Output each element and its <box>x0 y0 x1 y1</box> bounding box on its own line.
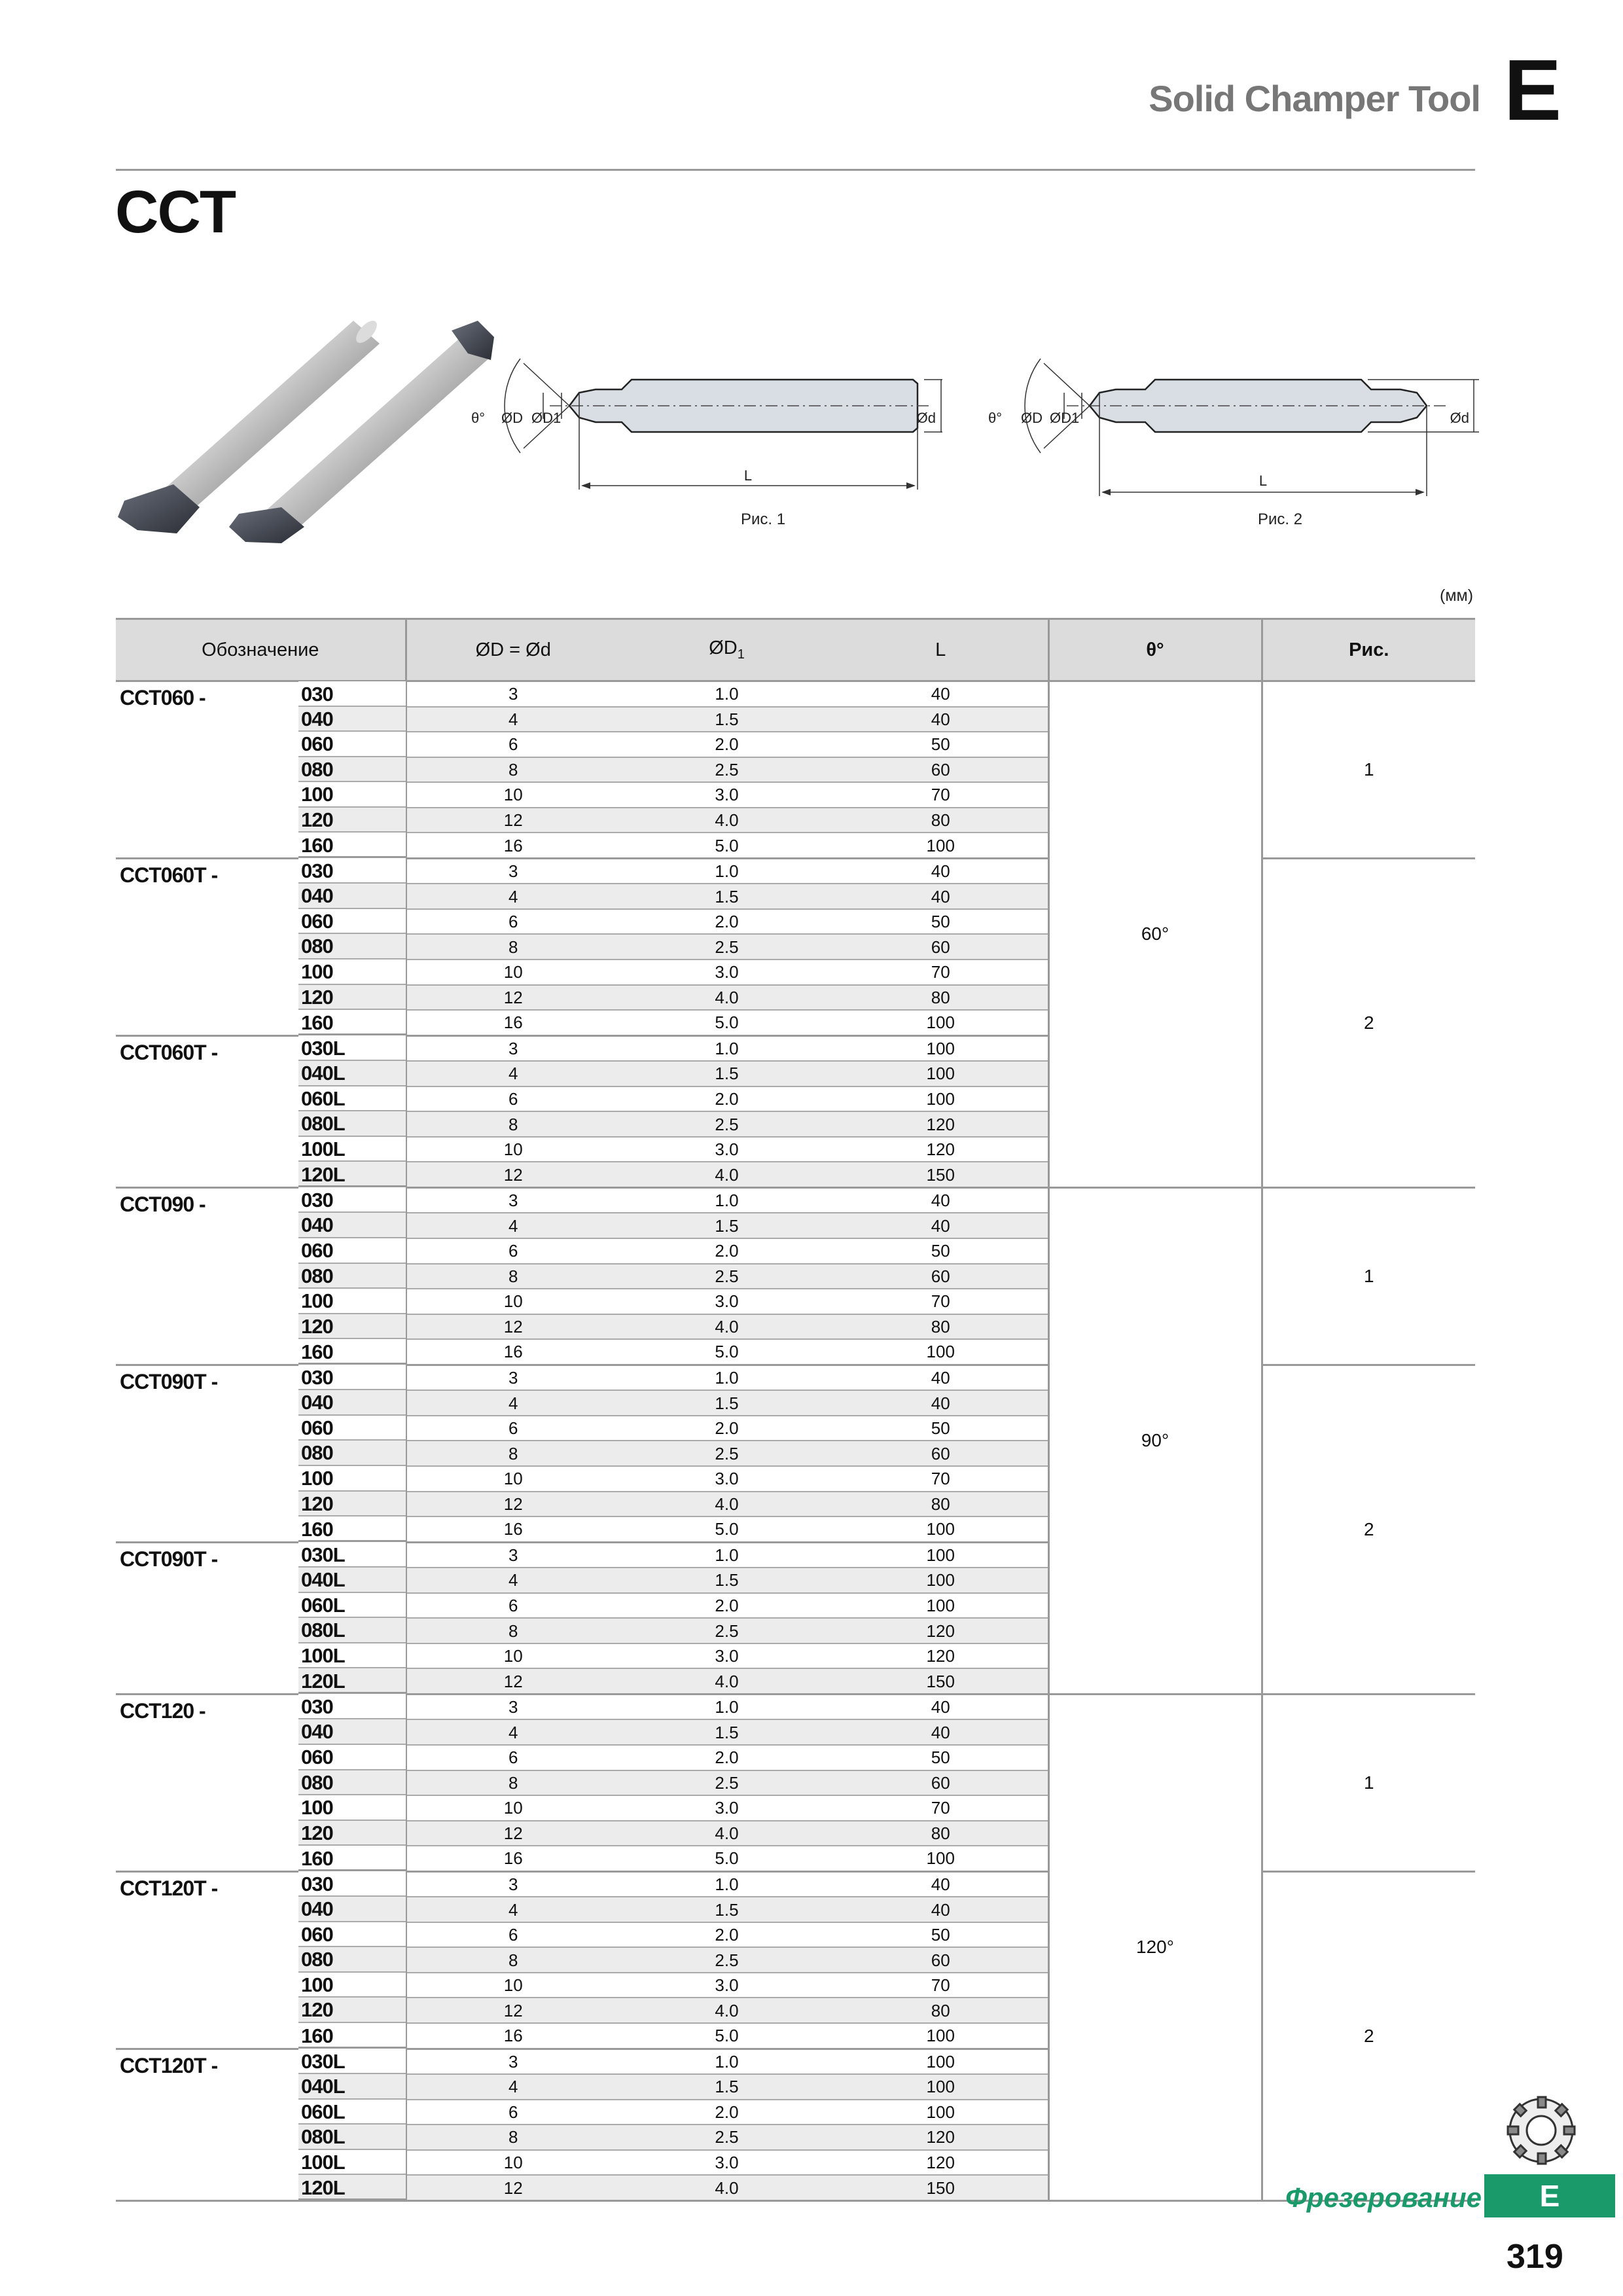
series-prefix: CCT120 - <box>116 1694 406 1871</box>
product-code: 120 <box>298 985 406 1011</box>
figure-1-caption: Рис. 1 <box>741 511 786 528</box>
cell-D1: 2.0 <box>620 1745 834 1770</box>
cell-L: 50 <box>834 1416 1048 1441</box>
cell-L: 40 <box>834 1390 1048 1416</box>
cell-D: 3 <box>406 1871 620 1897</box>
cell-L: 120 <box>834 1111 1048 1137</box>
cell-D1: 1.0 <box>620 1035 834 1061</box>
cell-D: 4 <box>406 1390 620 1416</box>
cell-L: 80 <box>834 1314 1048 1340</box>
cell-D: 3 <box>406 2049 620 2074</box>
cell-D: 12 <box>406 2175 620 2200</box>
product-code: 040 <box>298 1897 406 1922</box>
cell-D1: 2.5 <box>620 757 834 783</box>
cell-D: 8 <box>406 934 620 960</box>
series-prefix: CCT060T - <box>116 1035 406 1187</box>
cell-L: 70 <box>834 1973 1048 1998</box>
product-code: 030 <box>298 681 406 707</box>
cell-L: 50 <box>834 1922 1048 1948</box>
figure-2-caption: Рис. 2 <box>1258 511 1303 528</box>
product-code: 100 <box>298 960 406 985</box>
cell-L: 40 <box>834 1365 1048 1390</box>
product-code: 120L <box>298 1162 406 1187</box>
cell-L: 70 <box>834 1466 1048 1492</box>
cell-D1: 4.0 <box>620 985 834 1011</box>
figure-1-drawing <box>458 340 942 537</box>
header-D-eq-d: ØD = Ød <box>406 619 620 681</box>
product-code: 100 <box>298 782 406 808</box>
cell-D1: 1.5 <box>620 884 834 909</box>
cell-L: 60 <box>834 1441 1048 1466</box>
series-prefix: CCT060 - <box>116 681 406 859</box>
cell-D: 3 <box>406 1694 620 1719</box>
cell-D1: 4.0 <box>620 2175 834 2200</box>
cell-D1: 4.0 <box>620 1162 834 1187</box>
cell-D: 10 <box>406 1643 620 1669</box>
fig1-d-label: Ød <box>916 410 936 426</box>
cell-D1: 2.5 <box>620 2125 834 2150</box>
cell-fig: 2 <box>1262 858 1475 1187</box>
product-code: 100L <box>298 1643 406 1669</box>
cell-D: 8 <box>406 2125 620 2150</box>
cell-L: 100 <box>834 1542 1048 1568</box>
cell-L: 100 <box>834 1339 1048 1365</box>
tool-image-1 <box>118 317 380 533</box>
cell-D: 3 <box>406 681 620 707</box>
cell-fig: 2 <box>1262 1365 1475 1694</box>
cell-D: 12 <box>406 1668 620 1694</box>
product-code: 120 <box>298 1492 406 1517</box>
cell-D: 8 <box>406 1947 620 1973</box>
cell-D: 8 <box>406 1770 620 1796</box>
cell-L: 120 <box>834 2150 1048 2176</box>
cell-D: 6 <box>406 1238 620 1264</box>
cell-D1: 1.5 <box>620 707 834 732</box>
cell-D: 12 <box>406 1492 620 1517</box>
cell-D: 3 <box>406 1542 620 1568</box>
cell-D1: 5.0 <box>620 1516 834 1542</box>
cell-L: 50 <box>834 732 1048 757</box>
cell-D1: 2.5 <box>620 934 834 960</box>
product-code: 120 <box>298 808 406 833</box>
product-code: 030 <box>298 1365 406 1390</box>
cell-L: 60 <box>834 1264 1048 1289</box>
cell-D: 12 <box>406 1998 620 2023</box>
cell-D: 6 <box>406 1086 620 1112</box>
cell-D1: 5.0 <box>620 1339 834 1365</box>
cell-L: 120 <box>834 2125 1048 2150</box>
product-code: 030 <box>298 858 406 884</box>
product-code: 040 <box>298 1390 406 1416</box>
cell-D: 12 <box>406 1314 620 1340</box>
cell-fig: 1 <box>1262 1694 1475 1871</box>
product-code: 040L <box>298 1568 406 1593</box>
cell-L: 100 <box>834 1061 1048 1086</box>
cell-D1: 1.5 <box>620 1213 834 1238</box>
cell-D: 4 <box>406 1061 620 1086</box>
cell-D1: 2.5 <box>620 1947 834 1973</box>
cell-D1: 1.5 <box>620 1897 834 1922</box>
cell-D1: 1.5 <box>620 1390 834 1416</box>
product-code: 060L <box>298 1086 406 1112</box>
milling-cutter-icon <box>1505 2094 1577 2166</box>
cell-L: 150 <box>834 1668 1048 1694</box>
product-code: 100 <box>298 1289 406 1314</box>
product-code: 060 <box>298 1745 406 1770</box>
cell-L: 40 <box>834 1213 1048 1238</box>
product-code: 100 <box>298 1795 406 1821</box>
series-prefix: CCT120T - <box>116 2049 406 2200</box>
product-code: 100 <box>298 1973 406 1998</box>
cell-L: 40 <box>834 1187 1048 1213</box>
product-code: 080 <box>298 1441 406 1466</box>
cell-D1: 2.5 <box>620 1618 834 1643</box>
cell-L: 100 <box>834 2100 1048 2125</box>
cell-L: 120 <box>834 1618 1048 1643</box>
series-prefix: CCT060T - <box>116 858 406 1035</box>
product-code: 080 <box>298 757 406 783</box>
cell-D1: 4.0 <box>620 1998 834 2023</box>
product-code: 120 <box>298 1314 406 1340</box>
cell-L: 150 <box>834 1162 1048 1187</box>
product-code: 100L <box>298 1137 406 1162</box>
cell-D1: 3.0 <box>620 1137 834 1162</box>
cell-D1: 2.0 <box>620 1416 834 1441</box>
cell-D1: 1.0 <box>620 1542 834 1568</box>
cell-D: 6 <box>406 1416 620 1441</box>
cell-D1: 2.0 <box>620 1593 834 1619</box>
cell-L: 60 <box>834 1770 1048 1796</box>
cell-D: 3 <box>406 1365 620 1390</box>
cell-D1: 1.5 <box>620 1061 834 1086</box>
cell-D: 10 <box>406 2150 620 2176</box>
cell-D1: 3.0 <box>620 782 834 808</box>
cell-D1: 1.0 <box>620 681 834 707</box>
cell-D: 8 <box>406 1111 620 1137</box>
cell-D1: 1.5 <box>620 1719 834 1745</box>
fig2-theta-label: θ° <box>988 410 1003 426</box>
cell-L: 100 <box>834 833 1048 858</box>
cell-L: 100 <box>834 1568 1048 1593</box>
cell-L: 40 <box>834 707 1048 732</box>
product-code: 030 <box>298 1694 406 1719</box>
product-code: 030L <box>298 2049 406 2074</box>
cell-D: 4 <box>406 1213 620 1238</box>
header-D1-sub: 1 <box>737 647 745 662</box>
product-code: 030L <box>298 1542 406 1568</box>
figure-2-drawing <box>975 340 1492 537</box>
page-number: 319 <box>1507 2238 1563 2276</box>
product-code: 120 <box>298 1998 406 2023</box>
cell-D: 12 <box>406 985 620 1011</box>
cell-L: 40 <box>834 858 1048 884</box>
cell-D: 10 <box>406 1466 620 1492</box>
cell-L: 40 <box>834 1897 1048 1922</box>
cell-L: 100 <box>834 2049 1048 2074</box>
cell-D1: 1.0 <box>620 2049 834 2074</box>
cell-D: 4 <box>406 1897 620 1922</box>
cell-D1: 1.0 <box>620 1871 834 1897</box>
product-code: 040L <box>298 1061 406 1086</box>
cell-D: 6 <box>406 909 620 935</box>
header-fig: Рис. <box>1262 619 1475 681</box>
cell-D: 4 <box>406 1568 620 1593</box>
cell-D1: 2.5 <box>620 1770 834 1796</box>
cell-D: 16 <box>406 1516 620 1542</box>
cell-L: 40 <box>834 1871 1048 1897</box>
cell-D: 4 <box>406 707 620 732</box>
cell-D: 12 <box>406 808 620 833</box>
product-code: 160 <box>298 833 406 858</box>
cell-L: 100 <box>834 1035 1048 1061</box>
section-letter: E <box>1503 42 1561 138</box>
cell-D: 8 <box>406 1264 620 1289</box>
cell-D1: 4.0 <box>620 1821 834 1846</box>
cell-L: 100 <box>834 2023 1048 2049</box>
table-header-row <box>116 619 1475 681</box>
footer-section-tab: E <box>1484 2174 1615 2217</box>
product-code: 030 <box>298 1871 406 1897</box>
cell-D1: 5.0 <box>620 833 834 858</box>
product-code: 060 <box>298 909 406 935</box>
cell-L: 70 <box>834 782 1048 808</box>
fig1-D1-label: ØD1 <box>531 410 562 426</box>
cell-D: 6 <box>406 1922 620 1948</box>
cell-L: 60 <box>834 757 1048 783</box>
cell-D1: 3.0 <box>620 1289 834 1314</box>
cell-D: 12 <box>406 1162 620 1187</box>
cell-L: 60 <box>834 1947 1048 1973</box>
cell-fig: 1 <box>1262 681 1475 859</box>
fig1-D-label: ØD <box>501 410 523 426</box>
cell-D: 3 <box>406 858 620 884</box>
cell-D1: 3.0 <box>620 1643 834 1669</box>
cell-L: 50 <box>834 909 1048 935</box>
cell-L: 100 <box>834 1593 1048 1619</box>
cell-L: 80 <box>834 808 1048 833</box>
product-code: 030 <box>298 1187 406 1213</box>
cell-D1: 3.0 <box>620 2150 834 2176</box>
series-prefix: CCT120T - <box>116 1871 406 2049</box>
cell-L: 100 <box>834 1846 1048 1871</box>
cell-D: 8 <box>406 1441 620 1466</box>
product-code: 040 <box>298 1719 406 1745</box>
product-code: 160 <box>298 1846 406 1871</box>
cell-fig: 1 <box>1262 1187 1475 1365</box>
product-code: 160 <box>298 1516 406 1542</box>
cell-D: 10 <box>406 1137 620 1162</box>
header-divider <box>116 169 1475 171</box>
cell-D1: 3.0 <box>620 1466 834 1492</box>
product-code: 160 <box>298 2023 406 2049</box>
unit-label: (мм) <box>1440 586 1474 605</box>
product-code: 060L <box>298 2100 406 2125</box>
cell-D: 10 <box>406 1973 620 1998</box>
cell-fig: 2 <box>1262 1871 1475 2200</box>
cell-L: 100 <box>834 1010 1048 1035</box>
cell-D1: 1.0 <box>620 1187 834 1213</box>
cell-D1: 2.5 <box>620 1111 834 1137</box>
cell-D1: 2.5 <box>620 1264 834 1289</box>
product-photo <box>111 308 504 543</box>
cell-D1: 2.0 <box>620 909 834 935</box>
product-code: 060 <box>298 1416 406 1441</box>
cell-D: 3 <box>406 1187 620 1213</box>
cell-L: 40 <box>834 1694 1048 1719</box>
product-code: 080 <box>298 1770 406 1796</box>
cell-D: 6 <box>406 2100 620 2125</box>
fig2-D-label: ØD <box>1021 410 1043 426</box>
cell-D: 4 <box>406 1719 620 1745</box>
header-designation: Обозначение <box>116 619 406 681</box>
cell-D: 10 <box>406 1795 620 1821</box>
product-code: 080L <box>298 1618 406 1643</box>
cell-D1: 4.0 <box>620 1314 834 1340</box>
cell-D1: 3.0 <box>620 960 834 985</box>
product-code: 040 <box>298 884 406 909</box>
cell-D: 12 <box>406 1821 620 1846</box>
cell-L: 80 <box>834 985 1048 1011</box>
cell-L: 40 <box>834 884 1048 909</box>
cell-theta: 60° <box>1048 681 1262 1188</box>
product-code: 160 <box>298 1339 406 1365</box>
cell-D1: 2.0 <box>620 1086 834 1112</box>
cell-L: 80 <box>834 1821 1048 1846</box>
cell-D1: 2.0 <box>620 1922 834 1948</box>
cell-L: 70 <box>834 960 1048 985</box>
cell-D: 10 <box>406 782 620 808</box>
cell-L: 100 <box>834 1516 1048 1542</box>
product-code: 080 <box>298 1264 406 1289</box>
cell-D1: 3.0 <box>620 1795 834 1821</box>
cell-D1: 5.0 <box>620 1010 834 1035</box>
cell-L: 50 <box>834 1745 1048 1770</box>
cell-D: 16 <box>406 2023 620 2049</box>
header-D1 <box>620 619 834 681</box>
header-theta: θ° <box>1048 619 1262 681</box>
cell-D: 10 <box>406 1289 620 1314</box>
cell-D: 8 <box>406 757 620 783</box>
cell-theta: 120° <box>1048 1694 1262 2200</box>
cell-L: 150 <box>834 2175 1048 2200</box>
cell-D: 6 <box>406 732 620 757</box>
cell-D: 16 <box>406 833 620 858</box>
product-code: 080 <box>298 1947 406 1973</box>
header-L: L <box>834 619 1048 681</box>
section-title: Solid Champer Tool <box>1149 78 1480 119</box>
cell-D: 16 <box>406 1010 620 1035</box>
cell-D1: 2.0 <box>620 2100 834 2125</box>
cell-D1: 1.5 <box>620 1568 834 1593</box>
cell-D1: 3.0 <box>620 1973 834 1998</box>
product-code: 100 <box>298 1466 406 1492</box>
product-code: 080L <box>298 1111 406 1137</box>
cell-L: 40 <box>834 681 1048 707</box>
cell-L: 70 <box>834 1795 1048 1821</box>
product-title: CCT <box>115 179 236 245</box>
product-code: 080L <box>298 2125 406 2150</box>
series-prefix: CCT090 - <box>116 1187 406 1365</box>
product-code: 040L <box>298 2074 406 2100</box>
product-code: 060L <box>298 1593 406 1619</box>
footer-section-label: Фрезерование <box>1285 2182 1482 2213</box>
cell-D: 8 <box>406 1618 620 1643</box>
cell-L: 100 <box>834 1086 1048 1112</box>
product-code: 160 <box>298 1010 406 1035</box>
cell-D: 16 <box>406 1339 620 1365</box>
cell-L: 80 <box>834 1492 1048 1517</box>
cell-D: 6 <box>406 1745 620 1770</box>
cell-theta: 90° <box>1048 1187 1262 1694</box>
cell-D: 10 <box>406 960 620 985</box>
product-code: 040 <box>298 1213 406 1238</box>
cell-D: 16 <box>406 1846 620 1871</box>
cell-L: 120 <box>834 1137 1048 1162</box>
cell-L: 50 <box>834 1238 1048 1264</box>
cell-D1: 1.0 <box>620 858 834 884</box>
fig2-D1-label: ØD1 <box>1050 410 1080 426</box>
cell-D1: 4.0 <box>620 808 834 833</box>
cell-D1: 1.5 <box>620 2074 834 2100</box>
product-code: 030L <box>298 1035 406 1061</box>
cell-L: 60 <box>834 934 1048 960</box>
product-code: 120L <box>298 2175 406 2200</box>
cell-L: 80 <box>834 1998 1048 2023</box>
series-prefix: CCT090T - <box>116 1542 406 1694</box>
cell-L: 100 <box>834 2074 1048 2100</box>
cell-D: 3 <box>406 1035 620 1061</box>
cell-D1: 2.5 <box>620 1441 834 1466</box>
cell-L: 70 <box>834 1289 1048 1314</box>
cell-D: 6 <box>406 1593 620 1619</box>
fig2-L-label: L <box>1258 473 1268 489</box>
cell-D1: 4.0 <box>620 1668 834 1694</box>
cell-D1: 1.0 <box>620 1694 834 1719</box>
fig1-theta-label: θ° <box>471 410 486 426</box>
fig2-d-label: Ød <box>1450 410 1469 426</box>
cell-D1: 5.0 <box>620 1846 834 1871</box>
product-code: 060 <box>298 1922 406 1948</box>
cell-D: 4 <box>406 884 620 909</box>
cell-D1: 2.0 <box>620 1238 834 1264</box>
series-prefix: CCT090T - <box>116 1365 406 1542</box>
product-code: 100L <box>298 2150 406 2176</box>
cell-L: 40 <box>834 1719 1048 1745</box>
cell-D1: 4.0 <box>620 1492 834 1517</box>
product-code: 040 <box>298 707 406 732</box>
header-D1-main: ØD <box>709 637 738 659</box>
fig1-L-label: L <box>743 467 753 484</box>
cell-D1: 1.0 <box>620 1365 834 1390</box>
cell-L: 120 <box>834 1643 1048 1669</box>
product-code: 060 <box>298 732 406 757</box>
cell-D: 4 <box>406 2074 620 2100</box>
cell-D1: 2.0 <box>620 732 834 757</box>
cell-D1: 5.0 <box>620 2023 834 2049</box>
product-code: 080 <box>298 934 406 960</box>
product-code: 060 <box>298 1238 406 1264</box>
product-code: 120L <box>298 1668 406 1694</box>
product-code: 120 <box>298 1821 406 1846</box>
